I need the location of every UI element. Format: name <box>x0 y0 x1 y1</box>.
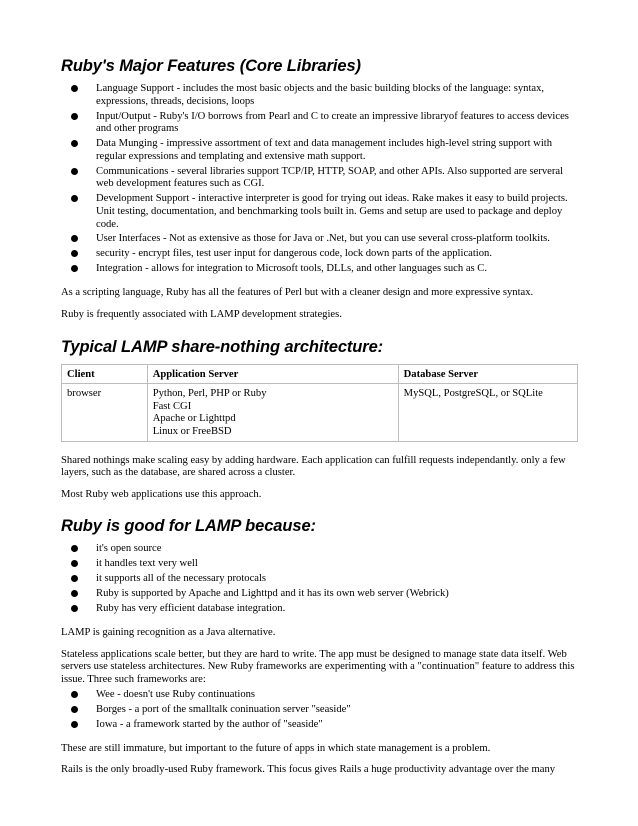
list-item: it's open source <box>61 543 581 556</box>
bullet-icon <box>71 545 78 552</box>
table-header-row <box>62 364 578 384</box>
section-heading-ruby-lamp: Ruby is good for LAMP because: <box>61 517 316 536</box>
list-item: it handles text very well <box>61 558 581 571</box>
cell-client: browser <box>62 384 148 441</box>
bullet-icon <box>71 605 78 612</box>
bullet-icon <box>71 195 78 202</box>
paragraph-stateless: Stateless applications scale better, but they are hard to write. The app must be designed to manage state data itself. Web servers use stateless architectures. New Ruby frameworks are experimenting with a "continuation" feature to address this issue. Three such frameworks are: <box>61 648 575 686</box>
ruby-lamp-list <box>61 543 581 616</box>
frameworks-list <box>61 689 581 732</box>
bullet-icon <box>71 560 78 567</box>
list-item: security - encrypt files, test user input for dangerous code, lock down parts of the application. <box>61 248 581 261</box>
cell-db-server: MySQL, PostgreSQL, or SQLite <box>398 384 577 441</box>
bullet-icon <box>71 85 78 92</box>
list-item: Language Support - includes the most basic objects and the basic building blocks of the language: syntax, expressions, threads, decisions, loops <box>61 83 581 108</box>
paragraph-immature: These are still immature, but important to the future of apps in which state management is a problem. <box>61 742 491 754</box>
list-item: Integration - allows for integration to Microsoft tools, DLLs, and other languages such as C. <box>61 263 581 276</box>
list-item: Wee - doesn't use Ruby continuations <box>61 689 581 702</box>
column-header-app-server: Application Server <box>147 364 398 384</box>
list-item: Borges - a port of the smalltalk coninuation server "seaside" <box>61 704 581 717</box>
document-content <box>61 56 581 777</box>
list-item: Data Munging - impressive assortment of text and data management includes high-level string support with regular expressions and templating and extensive math support. <box>61 138 581 163</box>
bullet-icon <box>71 140 78 147</box>
core-features-list <box>61 83 581 276</box>
list-item: Iowa - a framework started by the author of "seaside" <box>61 719 581 732</box>
bullet-icon <box>71 590 78 597</box>
bullet-icon <box>71 265 78 272</box>
list-item: Ruby is supported by Apache and Lighttpd and it has its own web server (Webrick) <box>61 588 581 601</box>
list-item: Input/Output - Ruby's I/O borrows from Pearl and C to create an impressive libraryof features to access devices and other programs <box>61 111 581 136</box>
table-row <box>62 384 578 441</box>
bullet-icon <box>71 706 78 713</box>
bullet-icon <box>71 691 78 698</box>
list-item: Development Support - interactive interpreter is good for trying out ideas. Rake makes it easy to build projects. Unit testing, documentation, and benchmarking tools built in. Gems and setup are used to package and deploy code. <box>61 193 581 231</box>
paragraph-rails: Rails is the only broadly-used Ruby framework. This focus gives Rails a huge productivity advantage over the many <box>61 764 556 776</box>
paragraph-java-alternative: LAMP is gaining recognition as a Java alternative. <box>61 627 276 639</box>
list-item: Ruby has very efficient database integration. <box>61 603 581 616</box>
bullet-icon <box>71 250 78 257</box>
cell-app-server: Python, Perl, PHP or Ruby Fast CGI Apache or Lighttpd Linux or FreeBSD <box>147 384 398 441</box>
section-heading-core-libraries: Ruby's Major Features (Core Libraries) <box>61 57 361 75</box>
architecture-table <box>61 364 578 442</box>
list-item: it supports all of the necessary protocals <box>61 573 581 586</box>
column-header-db-server: Database Server <box>398 364 577 384</box>
paragraph-scripting: As a scripting language, Ruby has all the features of Perl but with a cleaner design and more expressive syntax. <box>61 287 534 299</box>
list-item: Communications - several libraries support TCP/IP, HTTP, SOAP, and other APIs. Also supported are serveral web development features such as CGI. <box>61 166 581 191</box>
column-header-client: Client <box>62 364 148 384</box>
paragraph-lamp-association: Ruby is frequently associated with LAMP development strategies. <box>61 309 342 321</box>
bullet-icon <box>71 235 78 242</box>
paragraph-shared-nothing: Shared nothings make scaling easy by adding hardware. Each application can fulfill requests independantly. only a few layers, such as the database, are shared across a cluster. <box>61 454 566 479</box>
paragraph-approach: Most Ruby web applications use this approach. <box>61 488 262 500</box>
bullet-icon <box>71 575 78 582</box>
section-heading-lamp-architecture: Typical LAMP share-nothing architecture: <box>61 337 384 356</box>
bullet-icon <box>71 721 78 728</box>
bullet-icon <box>71 113 78 120</box>
list-item: User Interfaces - Not as extensive as those for Java or .Net, but you can use several cross-platform toolkits. <box>61 233 581 246</box>
bullet-icon <box>71 168 78 175</box>
